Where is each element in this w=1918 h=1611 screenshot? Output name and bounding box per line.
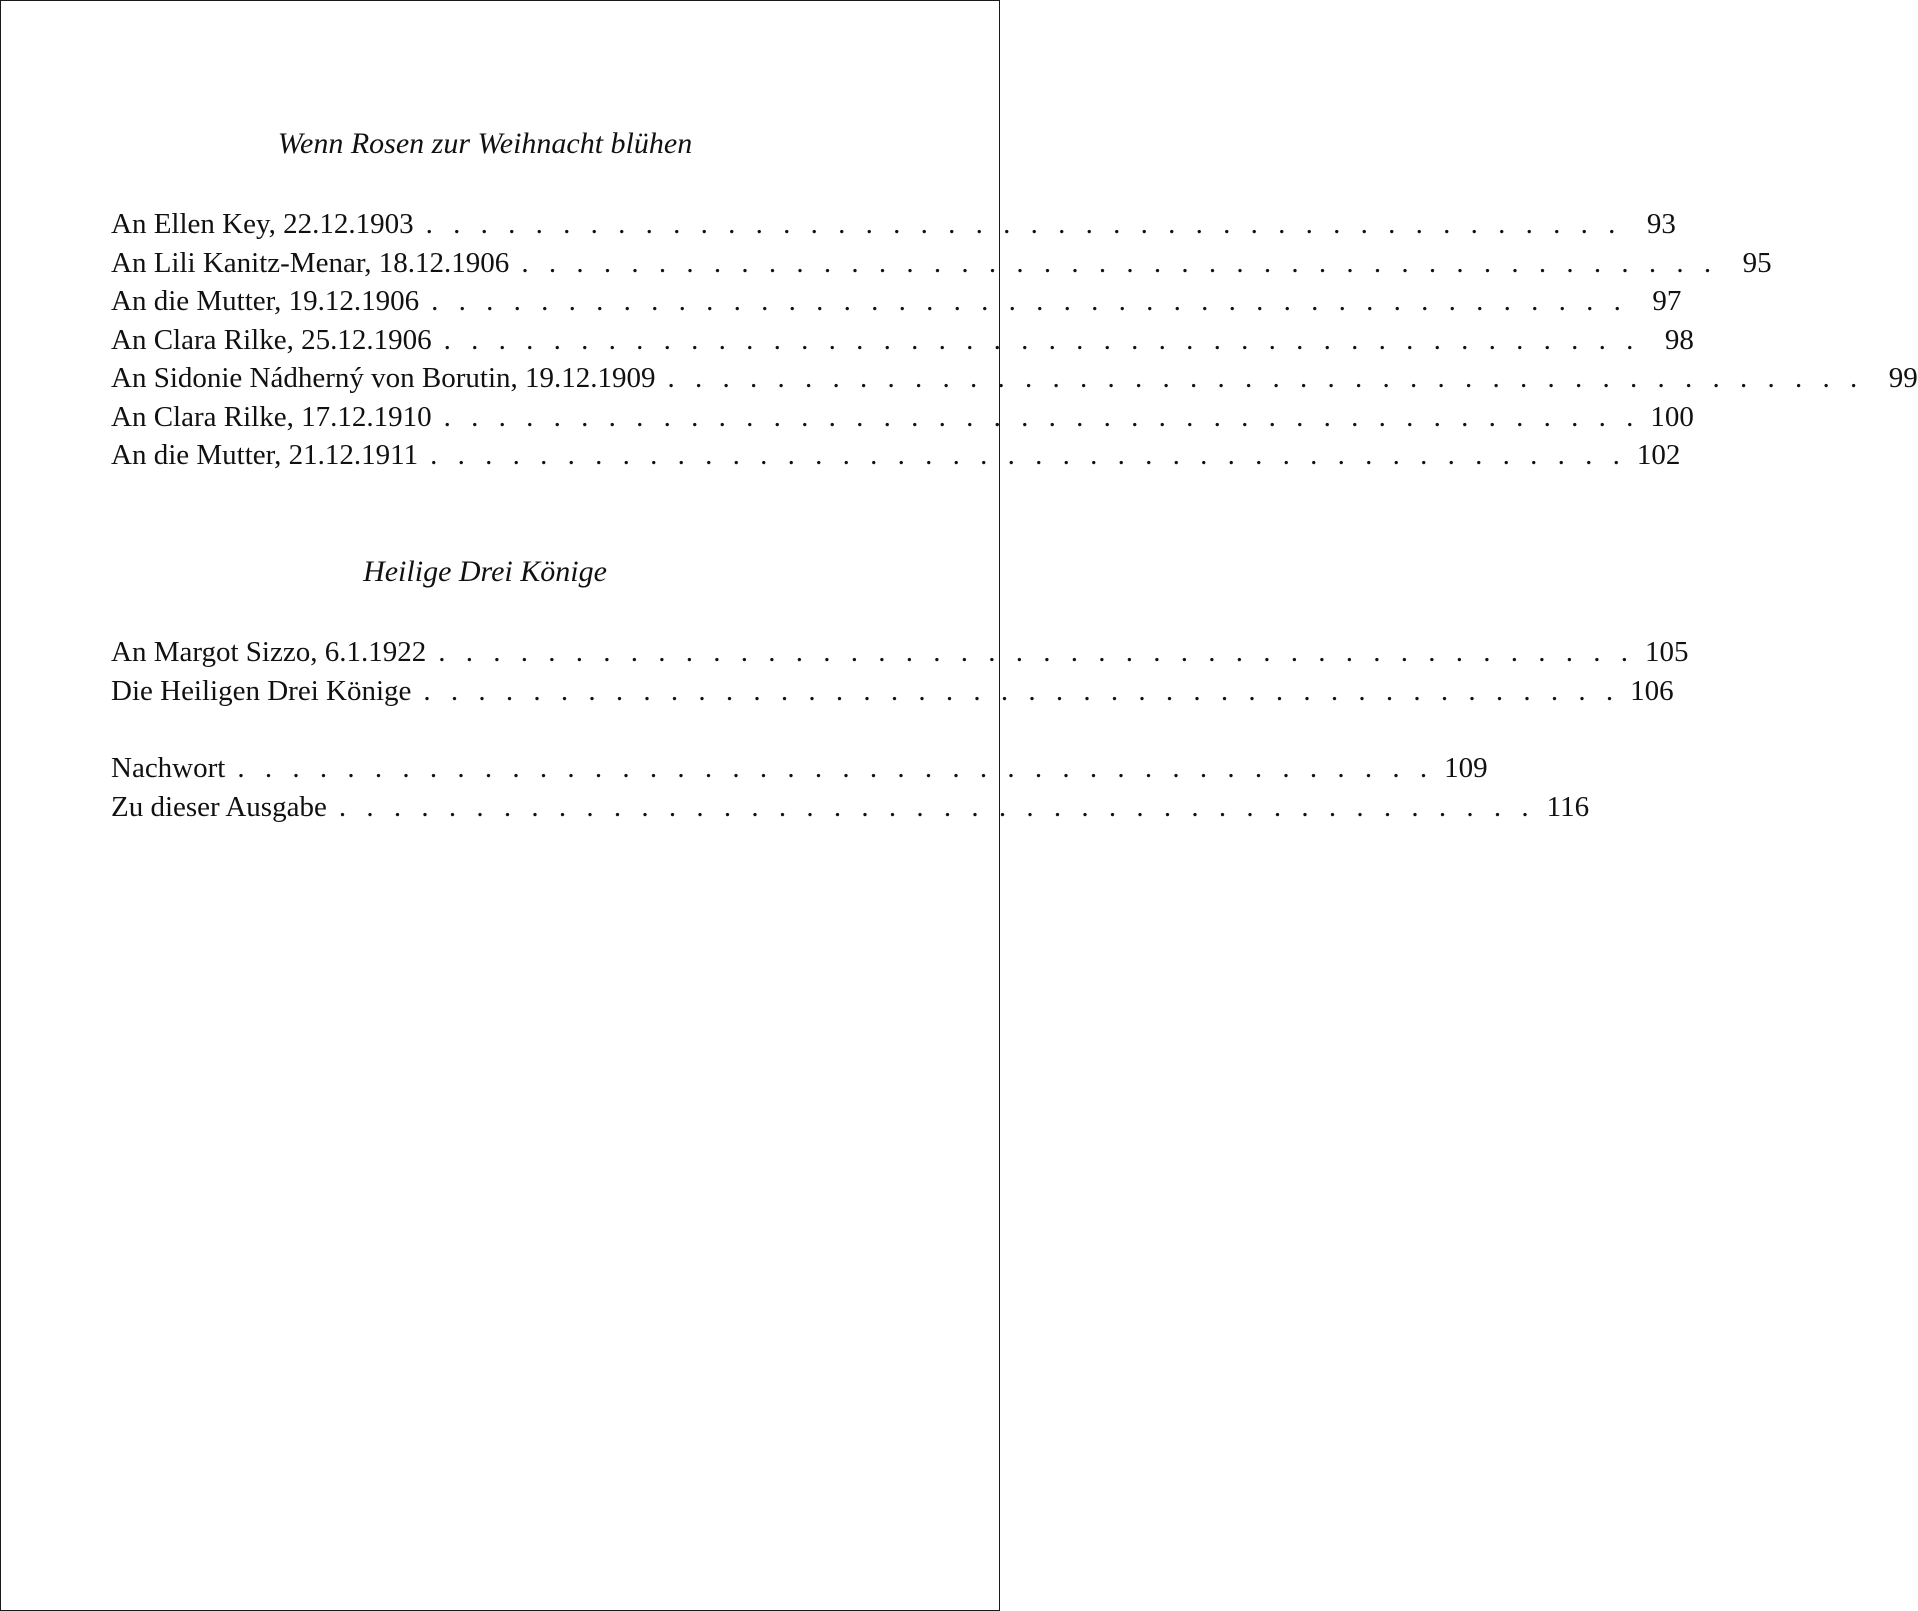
- toc-list-drei-koenige: [111, 633, 1689, 710]
- toc-list-appendix: [111, 749, 1590, 826]
- dot-leader: . . . . . . . . . . . . . . . . . . . . . . . . . . . . . . . . . . . . . . . . . . . .: [667, 362, 1864, 394]
- entry-page-number: 102: [1636, 439, 1681, 471]
- entry-label: An Ellen Key, 22.12.1903: [111, 208, 414, 240]
- toc-entry[interactable]: [111, 672, 1674, 711]
- entry-page-number: 93: [1646, 208, 1676, 240]
- toc-entry[interactable]: [111, 321, 1694, 360]
- entry-label: An Clara Rilke, 25.12.1906: [111, 323, 432, 356]
- toc-entry[interactable]: [111, 244, 1772, 283]
- entry-label: An Clara Rilke, 17.12.1910: [111, 400, 432, 433]
- entry-page-number: 98: [1664, 323, 1694, 356]
- entry-page-number: 106: [1630, 674, 1674, 707]
- entry-label: An Margot Sizzo, 6.1.1922: [111, 636, 427, 668]
- entry-label: An die Mutter, 19.12.1906: [111, 285, 420, 317]
- entry-page-number: 95: [1742, 246, 1772, 279]
- toc-entry[interactable]: [111, 359, 1918, 398]
- entry-page-number: 99: [1888, 362, 1918, 394]
- entry-label: Zu dieser Ausgabe: [111, 790, 327, 823]
- entry-page-number: 116: [1546, 790, 1590, 823]
- entry-label: An Sidonie Nádherný von Borutin, 19.12.1909: [111, 362, 656, 394]
- toc-list-weihnacht: [111, 205, 1918, 475]
- dot-leader: . . . . . . . . . . . . . . . . . . . . . . . . . . . . . . . . . . . . . . . . . . . .: [431, 285, 1628, 317]
- toc-entry[interactable]: [111, 436, 1681, 475]
- dot-leader: . . . . . . . . . . . . . . . . . . . . . . . . . . . . . . . . . . . . . . . . . . . .: [438, 636, 1635, 668]
- entry-page-number: 109: [1444, 752, 1488, 784]
- entry-label: Die Heiligen Drei Könige: [111, 674, 412, 707]
- toc-entry[interactable]: [111, 749, 1488, 788]
- entry-label: An die Mutter, 21.12.1911: [111, 439, 419, 471]
- section-title-drei-koenige: Heilige Drei Könige: [363, 555, 607, 588]
- dot-leader: . . . . . . . . . . . . . . . . . . . . . . . . . . . . . . . . . . . . . . . . . . . .: [423, 674, 1620, 707]
- dot-leader: . . . . . . . . . . . . . . . . . . . . . . . . . . . . . . . . . . . . . . . . . . . .: [443, 323, 1640, 356]
- toc-entry[interactable]: [111, 205, 1676, 244]
- dot-leader: . . . . . . . . . . . . . . . . . . . . . . . . . . . . . . . . . . . . . . . . . . . .: [338, 790, 1536, 823]
- entry-label: Nachwort: [111, 752, 226, 784]
- section-title-weihnacht: Wenn Rosen zur Weihnacht blühen: [277, 127, 693, 160]
- entry-page-number: 97: [1652, 285, 1682, 317]
- dot-leader: . . . . . . . . . . . . . . . . . . . . . . . . . . . . . . . . . . . . . . . . . . . .: [443, 400, 1640, 433]
- toc-entry[interactable]: [111, 282, 1682, 321]
- toc-entry[interactable]: [111, 398, 1694, 437]
- dot-leader: . . . . . . . . . . . . . . . . . . . . . . . . . . . . . . . . . . . . . . . . . . . .: [237, 752, 1434, 784]
- entry-label: An Lili Kanitz-Menar, 18.12.1906: [111, 246, 510, 279]
- dot-leader: . . . . . . . . . . . . . . . . . . . . . . . . . . . . . . . . . . . . . . . . . . . .: [521, 246, 1718, 279]
- toc-entry[interactable]: [111, 788, 1590, 827]
- dot-leader: . . . . . . . . . . . . . . . . . . . . . . . . . . . . . . . . . . . . . . . . . . . .: [425, 208, 1622, 240]
- toc-entry[interactable]: [111, 633, 1689, 672]
- entry-page-number: 105: [1644, 636, 1689, 668]
- entry-page-number: 100: [1650, 400, 1694, 433]
- dot-leader: . . . . . . . . . . . . . . . . . . . . . . . . . . . . . . . . . . . . . . . . . . . .: [430, 439, 1627, 471]
